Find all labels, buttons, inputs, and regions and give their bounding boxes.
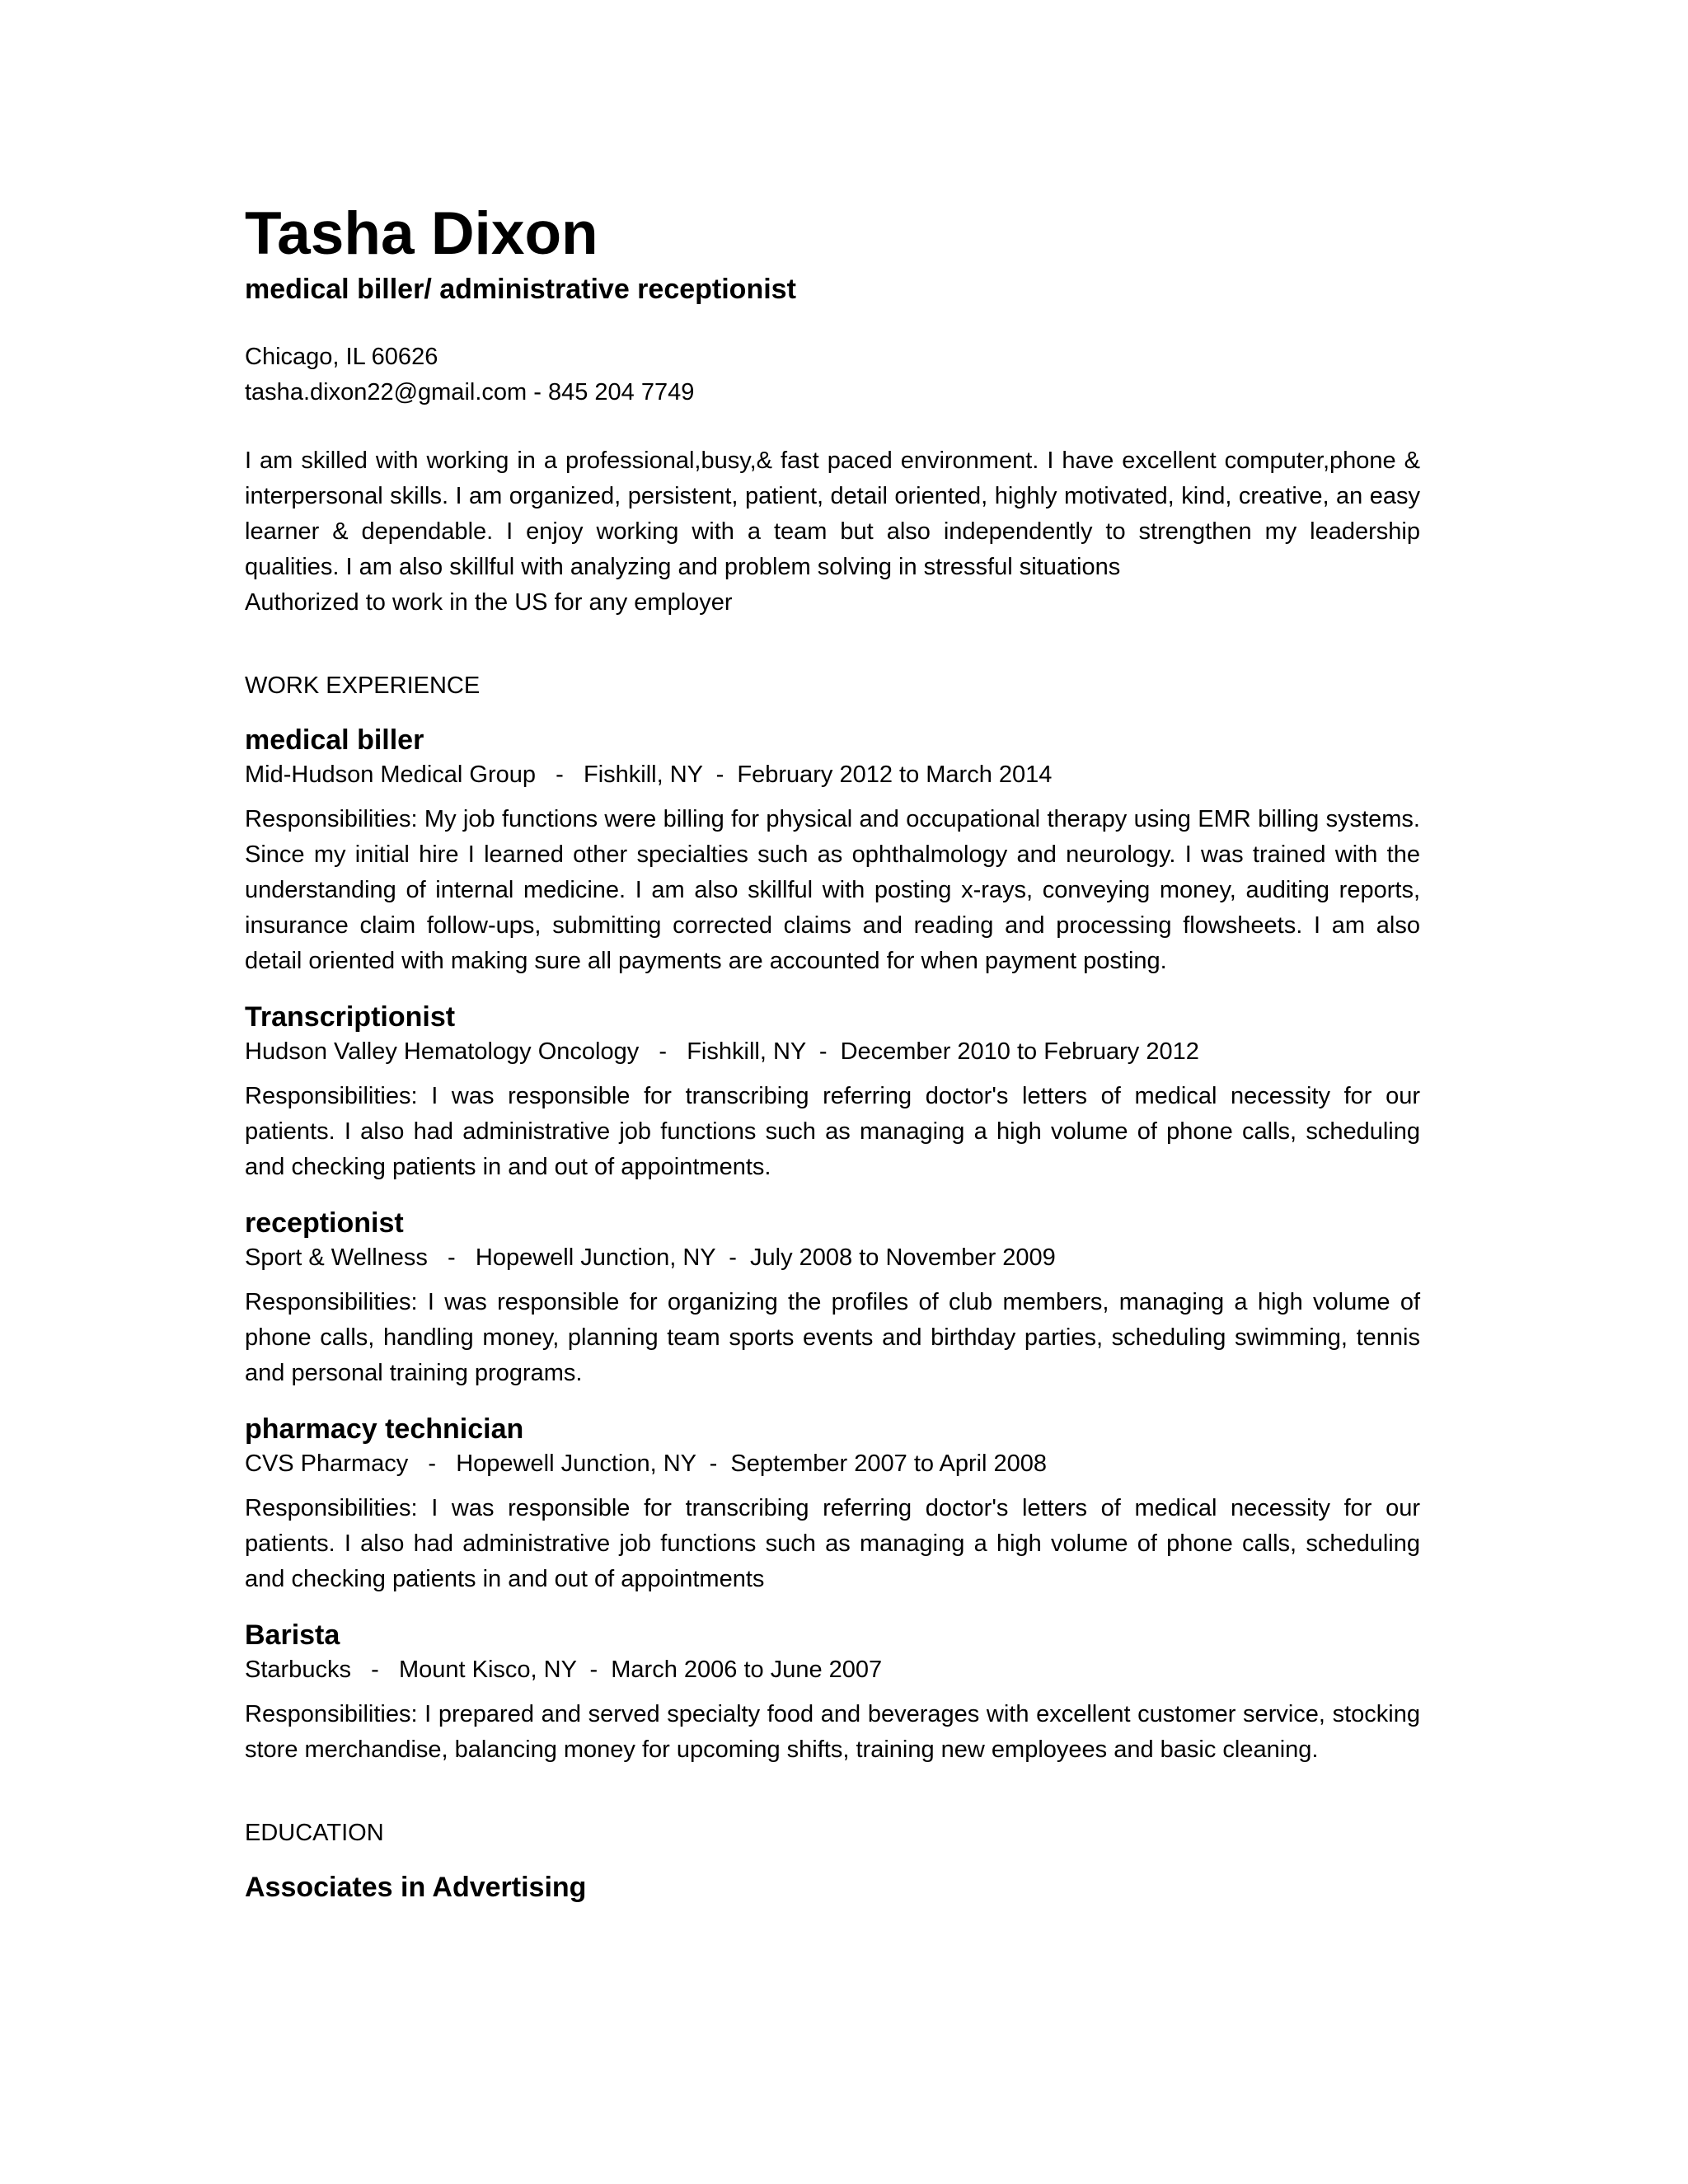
job-description: Responsibilities: My job functions were billing for physical and occupational therapy using EMR billing systems. Since my initial hire I learned other specialties such as ophthalmology and neurology. I was trained with the understanding of internal medicine. I am also skillful with posting x-rays, conveying money, auditing reports, insurance claim follow-ups, submitting corrected claims and reading and processing flowsheets. I am also detail oriented with making sure all payments are accounted for when payment posting. bbox=[245, 806, 1420, 974]
job-description: Responsibilities: I prepared and served specialty food and beverages with excellent customer service, stocking store merchandise, balancing money for upcoming shifts, training new employees and basic cleaning. bbox=[245, 1701, 1420, 1763]
contact-email-phone: tasha.dixon22@gmail.com - 845 204 7749 bbox=[245, 379, 695, 405]
job-entry bbox=[245, 1411, 1420, 1597]
job-title: medical biller bbox=[245, 724, 424, 756]
job-description: Responsibilities: I was responsible for transcribing referring doctor's letters of medical necessity for our patients. I also had administrative job functions such as managing a high volume of phone calls, scheduling and checking patients in and out of appointments. bbox=[245, 1083, 1420, 1180]
job-entry bbox=[245, 1205, 1420, 1391]
education-heading: EDUCATION bbox=[245, 1820, 384, 1846]
job-meta: Hudson Valley Hematology Oncology - Fishkill, NY - December 2010 to February 2012 bbox=[245, 1038, 1199, 1065]
education-degree: Associates in Advertising bbox=[245, 1872, 587, 1903]
job-meta: CVS Pharmacy - Hopewell Junction, NY - September 2007 to April 2008 bbox=[245, 1451, 1048, 1477]
work-experience-heading: WORK EXPERIENCE bbox=[245, 673, 481, 699]
job-title: receptionist bbox=[245, 1207, 404, 1239]
candidate-name: Tasha Dixon bbox=[245, 200, 598, 267]
job-title: Barista bbox=[245, 1619, 340, 1651]
job-description: Responsibilities: I was responsible for transcribing referring doctor's letters of medical necessity for our patients. I also had administrative job functions such as managing a high volume of phone calls, scheduling and checking patients in and out of appointments bbox=[245, 1495, 1420, 1592]
job-title: pharmacy technician bbox=[245, 1413, 524, 1445]
contact-block bbox=[245, 340, 1420, 410]
summary-text: I am skilled with working in a professional,busy,& fast paced environment. I have excellent computer,phone & interpersonal skills. I am organized, persistent, patient, detail oriented, highly motivated, kind, creative, an easy learner & dependable. I enjoy working with a team but also independently to strengthen my leadership qualities. I am also skillful with analyzing and problem solving in stressful situations bbox=[245, 448, 1420, 580]
summary-block bbox=[245, 443, 1420, 621]
job-title: Transcriptionist bbox=[245, 1001, 456, 1033]
job-description: Responsibilities: I was responsible for organizing the profiles of club members, managing a high volume of phone calls, handling money, planning team sports events and birthday parties, scheduling swimming, tennis and personal training programs. bbox=[245, 1289, 1420, 1386]
contact-location: Chicago, IL 60626 bbox=[245, 344, 438, 370]
job-meta: Sport & Wellness - Hopewell Junction, NY - July 2008 to November 2009 bbox=[245, 1244, 1056, 1271]
work-authorization: Authorized to work in the US for any employer bbox=[245, 589, 733, 616]
job-entry bbox=[245, 1617, 1420, 1768]
resume-page bbox=[245, 196, 1420, 1905]
job-entry bbox=[245, 722, 1420, 979]
candidate-headline: medical biller/ administrative receptionist bbox=[245, 274, 796, 305]
job-meta: Mid-Hudson Medical Group - Fishkill, NY - February 2012 to March 2014 bbox=[245, 762, 1053, 788]
job-entry bbox=[245, 999, 1420, 1185]
job-meta: Starbucks - Mount Kisco, NY - March 2006 to June 2007 bbox=[245, 1657, 883, 1683]
